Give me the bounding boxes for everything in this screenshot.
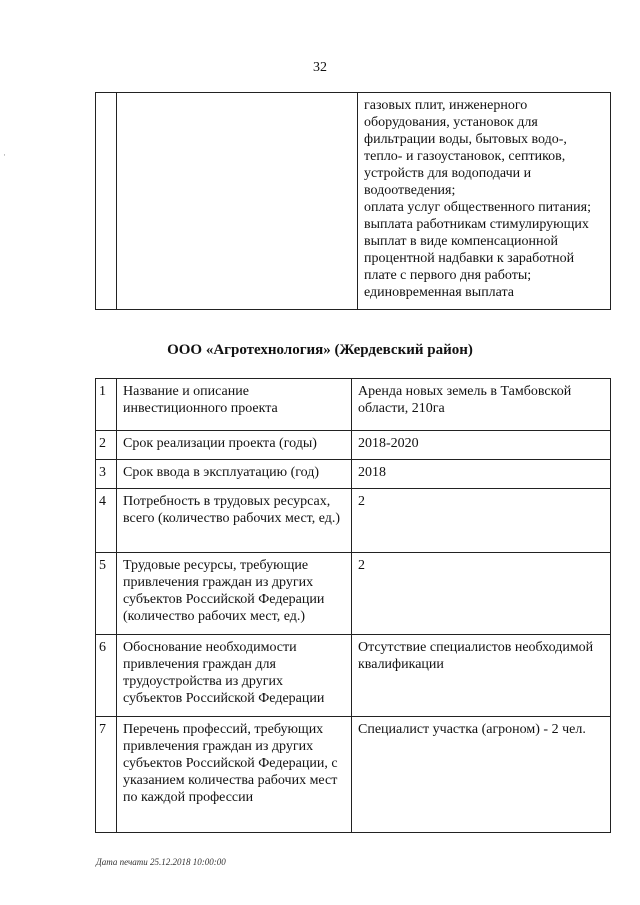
table-row: [96, 717, 611, 833]
row-value: Аренда новых земель в Тамбовской области, 210га: [352, 379, 611, 431]
table-row: [96, 93, 611, 310]
section-title: ООО «Агротехнология» (Жердевский район): [167, 342, 473, 358]
print-date: Дата печати 25.12.2018 10:00:00: [96, 857, 226, 867]
row-value: 2: [352, 489, 611, 553]
table-row: [96, 431, 611, 460]
row-label: Срок ввода в эксплуатацию (год): [117, 460, 352, 489]
row-value: 2: [352, 553, 611, 635]
row-number: 5: [96, 553, 117, 635]
text-line: устройств для водоподачи и: [364, 166, 532, 181]
text-line: выплата работникам стимулирующих: [364, 217, 589, 232]
row-number: 6: [96, 635, 117, 717]
row-value: Отсутствие специалистов необходимой квалификации: [352, 635, 611, 717]
text-line: газовых плит, инженерного: [364, 98, 528, 113]
row-number: 3: [96, 460, 117, 489]
table-row: [96, 635, 611, 717]
text-line: процентной надбавки к заработной: [364, 251, 575, 266]
row-label: Перечень профессий, требующих привлечения граждан из других субъектов Российской Федерации, с указанием количества рабочих мест по каждой профессии: [117, 717, 352, 833]
row-label: Срок реализации проекта (годы): [117, 431, 352, 460]
table-row: [96, 460, 611, 489]
text-line: тепло- и газоустановок, септиков,: [364, 149, 566, 164]
text-line: фильтрации воды, бытовых водо-,: [364, 132, 567, 147]
row-number: 1: [96, 379, 117, 431]
project-table: [95, 378, 611, 833]
row-value: Специалист участка (агроном) - 2 чел.: [352, 717, 611, 833]
row-value: 2018-2020: [352, 431, 611, 460]
row-value: 2018: [352, 460, 611, 489]
row-number: 4: [96, 489, 117, 553]
page-number: 32: [313, 60, 327, 75]
text-line: оплата услуг общественного питания;: [364, 200, 591, 215]
row-label: Потребность в трудовых ресурсах, всего (количество рабочих мест, ед.): [117, 489, 352, 553]
continuation-table: [95, 92, 611, 310]
text-line: водоотведения;: [364, 183, 456, 198]
text-line: единовременная выплата: [364, 285, 515, 300]
row-label: Обоснование необходимости привлечения граждан для трудоустройства из других субъектов Российской Федерации: [117, 635, 352, 717]
continuation-text-cell: [358, 93, 611, 310]
text-line: оборудования, установок для: [364, 115, 538, 130]
row-label: Трудовые ресурсы, требующие привлечения граждан из других субъектов Российской Федерации (количество рабочих мест, ед.): [117, 553, 352, 635]
table-cell: [117, 93, 358, 310]
table-row: [96, 553, 611, 635]
row-number: 7: [96, 717, 117, 833]
text-line: плате с первого дня работы;: [364, 268, 532, 283]
table-row: [96, 379, 611, 431]
row-label: Название и описание инвестиционного проекта: [117, 379, 352, 431]
text-line: выплат в виде компенсационной: [364, 234, 558, 249]
table-cell: [96, 93, 117, 310]
row-number: 2: [96, 431, 117, 460]
margin-mark: ·: [3, 150, 6, 160]
table-row: [96, 489, 611, 553]
